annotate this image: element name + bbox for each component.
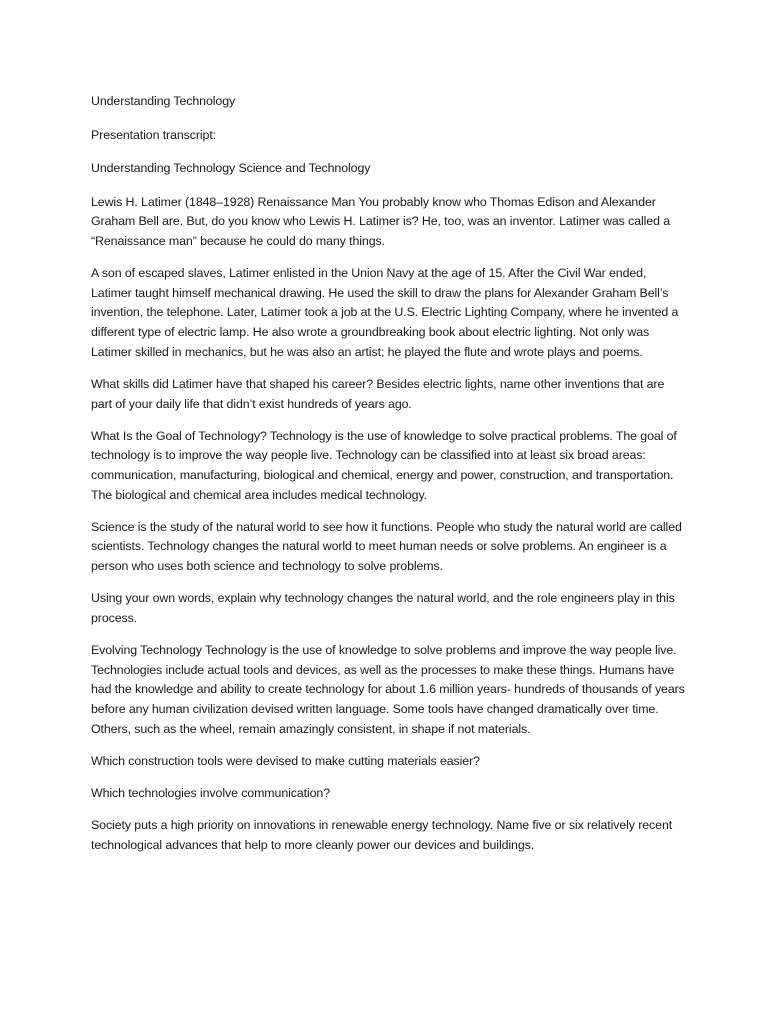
paragraph-evolving-technology: Evolving Technology Technology is the use of knowledge to solve problems and improve the way people live. Technologies include actual tools and devices, as well as the processes to make these things. Humans have had the knowledge and ability to create technology for about 1.6 million years- hundreds of thousands of years before any human civilization devised written language. Some tools have changed dramatically over time. Others, such as the wheel, remain amazingly consistent, in shape if not materials.: [91, 643, 685, 736]
paragraph-renewable-energy: Society puts a high priority on innovations in renewable energy technology. Name five or six relatively recent technological advances that help to more cleanly power our devices and buildings.: [91, 818, 673, 852]
paragraph-goal-of-technology: What Is the Goal of Technology? Technology is the use of knowledge to solve practical problems. The goal of technology is to improve the way people live. Technology can be classified into at least six broad areas: communication, manufacturing, biological and chemical, energy and power, construction, and transportation. The biological and chemical area includes medical technology.: [91, 428, 677, 502]
paragraph-science-definition: Science is the study of the natural world to see how it functions. People who study the natural world are called scientists. Technology changes the natural world to meet human needs or solve problems. An engineer is a person who uses both science and technology to solve problems.: [91, 519, 682, 574]
question-engineers-role: Using your own words, explain why technology changes the natural world, and the role engineers play in this process.: [91, 591, 675, 625]
question-construction-tools: Which construction tools were devised to make cutting materials easier?: [91, 753, 480, 768]
document-body: [91, 92, 685, 868]
question-latimer-skills: What skills did Latimer have that shaped his career? Besides electric lights, name other inventions that are part of your daily life that didn’t exist hundreds of years ago.: [91, 376, 665, 411]
paragraph-latimer-bio: A son of escaped slaves, Latimer enlisted in the Union Navy at the age of 15. After the Civil War ended, Latimer taught himself mechanical drawing. He used the skill to draw the plans for Alexander Graham Bell’s invention, the telephone. Later, Latimer took a job at the U.S. Electric Lighting Company, where he invented a different type of electric lamp. He also wrote a groundbreaking book about electric lighting. Not only was Latimer skilled in mechanics, but he was also an artist; he played the flute and wrote plays and poems.: [91, 266, 679, 359]
document-subtitle: Presentation transcript:: [91, 127, 217, 142]
paragraph-latimer-intro: Lewis H. Latimer (1848–1928) Renaissance Man You probably know who Thomas Edison and Alexander Graham Bell are. But, do you know who Lewis H. Latimer is? He, too, was an inventor. Latimer was called a “Renaissance man” because he could do many things.: [91, 194, 671, 248]
question-communication: Which technologies involve communication?: [91, 786, 331, 801]
document-title: Understanding Technology: [91, 94, 236, 108]
section-title: Understanding Technology Science and Technology: [91, 161, 371, 176]
